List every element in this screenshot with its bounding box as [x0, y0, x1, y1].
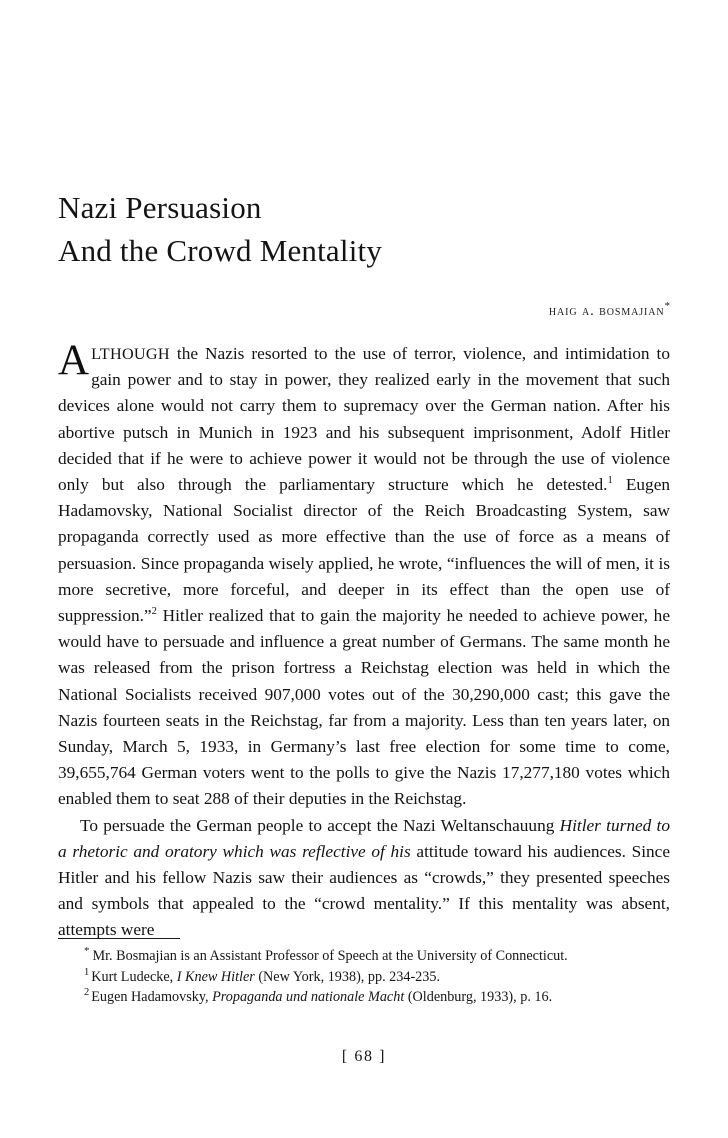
author-name: haig a. bosmajian	[548, 302, 665, 319]
footnote-star-marker: *	[84, 945, 90, 958]
footnote-2-text-after: (Oldenburg, 1933), p. 16.	[404, 989, 553, 1006]
drop-cap: A	[58, 337, 90, 384]
footnote-2-text-before: Eugen Hadamovsky,	[91, 989, 213, 1006]
lead-caps: LTHOUGH	[91, 345, 170, 363]
footnote-star-text: Mr. Bosmajian is an Assistant Professor of Speech at the University of Connecticut.	[92, 948, 568, 964]
paragraph-2-segment-2: attitude toward his audiences. Since Hitler and his fellow Nazis saw their audiences as “crowds,” they presented speeches and symbols that appealed to the “crowd mentality.” If this mentality was absent, attempts were	[58, 841, 670, 940]
paragraph-1-segment-2: Eugen Hadamovsky, National Socialist director of the Reich Broadcasting System, saw propaganda correctly used as more effective than the use of force as a means of persuasion. Since propaganda wisely applied, he wrote, “influences the will of men, it is more secretive, more forceful, and deeper in its effect than the open use of suppression.”	[58, 475, 670, 626]
title-line-2: And the Crowd Mentality	[58, 233, 383, 268]
paragraph-1-segment-3: Hitler realized that to gain the majority he needed to achieve power, he would have to persuade and influence a great number of Germans. The same month he was released from the prison fortress a Reichstag election was held in which the National Socialists received 907,000 votes out of the 30,290,000 cast; this gave the Nazis fourteen seats in the Reichstag, far from a majority. Less than ten years later, on Sunday, March 5, 1933, in Germany’s last free election for some time to come, 39,655,764 German voters went to the polls to give the Nazis 17,277,180 votes which enabled them to seat 288 of their deputies in the Reichstag.	[58, 606, 670, 809]
paragraph-1	[58, 337, 670, 813]
paragraph-2-italic: Hitler turned to a rhetoric and oratory which was reflective of his	[58, 815, 670, 861]
footnote-1	[58, 967, 670, 988]
footnote-ref-2[interactable]: 2	[151, 606, 157, 618]
paragraph-2-segment-1: To persuade the German people to accept the Nazi Weltanschauung	[80, 815, 560, 835]
paragraph-1-segment-1: the Nazis resorted to the use of terror, violence, and intimidation to gain power and to stay in power, they realized early in the movement that such devices alone would not carry them to supremacy over the German nation. After his abortive putsch in Munich in 1923 and his subsequent imprisonment, Adolf Hitler decided that if he were to achieve power it would not be through the use of violence only but also through the parliamentary structure which he detested.	[58, 344, 670, 495]
byline-footnote-marker: *	[664, 300, 670, 312]
page-number: [ 68 ]	[341, 1048, 387, 1065]
footnote-separator-rule	[58, 938, 180, 939]
footnote-2-marker: 2	[84, 987, 90, 999]
article-title	[58, 186, 670, 272]
footnote-area	[58, 946, 670, 1008]
footnote-ref-1[interactable]: 1	[607, 475, 613, 487]
body-text	[58, 337, 670, 944]
footnote-star	[58, 946, 670, 967]
footnote-1-text-after: (New York, 1938), pp. 234-235.	[254, 968, 440, 985]
footnote-1-title: I Knew Hitler	[176, 968, 255, 985]
footnote-2-title: Propaganda und nationale Macht	[212, 989, 405, 1006]
footnote-2	[58, 987, 670, 1008]
author-byline	[549, 300, 670, 320]
footnote-1-text-before: Kurt Ludecke,	[91, 968, 177, 985]
footnote-1-marker: 1	[84, 966, 90, 978]
title-line-1: Nazi Persuasion	[58, 190, 262, 225]
paragraph-2	[58, 813, 670, 944]
